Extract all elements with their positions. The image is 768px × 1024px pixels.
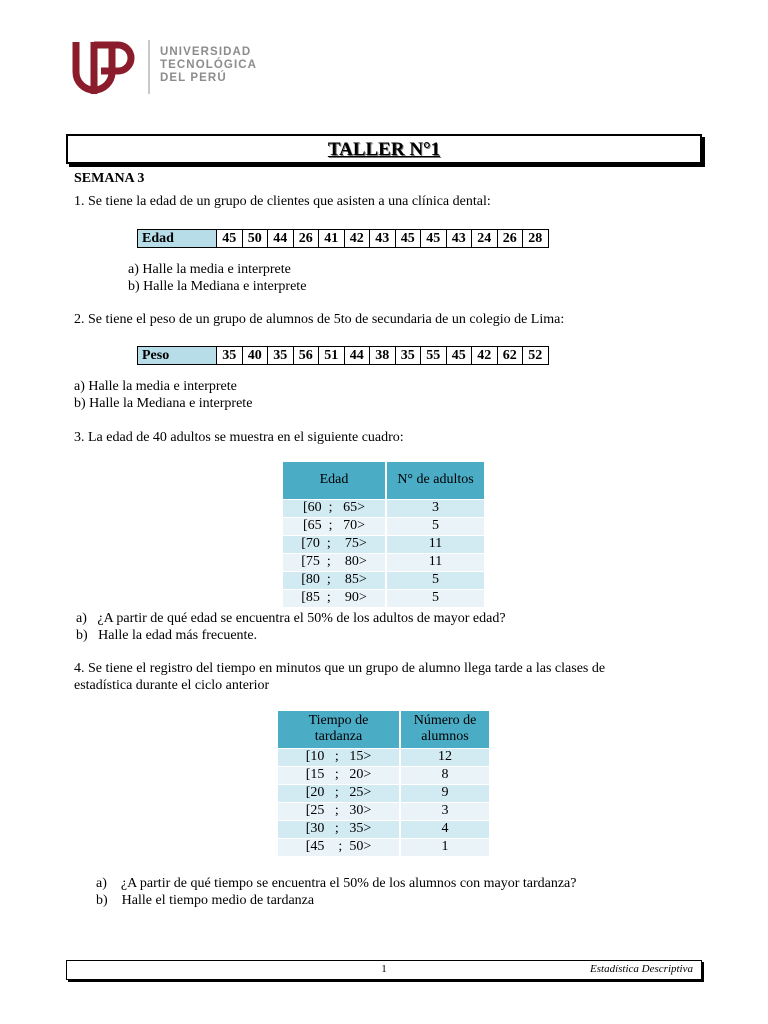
q2-value: 52	[523, 347, 549, 365]
q3-count: 5	[386, 517, 484, 535]
q4-part-a: a) ¿A partir de qué tiempo se encuentra el 50% de los alumnos con mayor tardanza?	[96, 876, 577, 891]
page-title: TALLER N°1	[327, 139, 441, 160]
table-row	[283, 553, 484, 571]
q3-count: 3	[386, 499, 484, 517]
q1-value: 41	[319, 230, 345, 248]
q3-statement: 3. La edad de 40 adultos se muestra en el siguiente cuadro:	[74, 430, 404, 445]
q3-interval: [85 ; 90>	[283, 589, 386, 607]
q3-interval: [65 ; 70>	[283, 517, 386, 535]
q3-header-count: N° de adultos	[386, 462, 484, 499]
q3-interval: [75 ; 80>	[283, 553, 386, 571]
page-footer	[66, 960, 702, 980]
q2-part-b: b) Halle la Mediana e interprete	[74, 396, 253, 411]
q4-header-count-line-1: Número de	[413, 713, 477, 729]
q1-value: 45	[421, 230, 447, 248]
q4-interval: [30 ; 35>	[278, 820, 400, 838]
logo-line-2: TECNOLÓGICA	[160, 59, 258, 71]
q1-value: 26	[293, 230, 319, 248]
q3-count: 5	[386, 589, 484, 607]
q1-value: 44	[268, 230, 294, 248]
q4-count: 12	[400, 748, 489, 766]
q1-part-b: b) Halle la Mediana e interprete	[128, 279, 307, 294]
q3-interval: [80 ; 85>	[283, 571, 386, 589]
q1-value: 24	[472, 230, 498, 248]
table-row	[283, 499, 484, 517]
q2-value: 44	[344, 347, 370, 365]
q2-value: 35	[395, 347, 421, 365]
title-box	[66, 134, 702, 164]
logo-line-3: DEL PERÚ	[160, 72, 227, 84]
logo-line-1: UNIVERSIDAD	[160, 46, 252, 58]
q1-statement: 1. Se tiene la edad de un grupo de clientes que asisten a una clínica dental:	[74, 194, 491, 209]
q1-value: 45	[395, 230, 421, 248]
table-row	[278, 766, 489, 784]
q1-value: 43	[370, 230, 396, 248]
q2-value: 55	[421, 347, 447, 365]
table-row	[283, 571, 484, 589]
q2-statement: 2. Se tiene el peso de un grupo de alumnos de 5to de secundaria de un colegio de Lima:	[74, 312, 565, 327]
q4-count: 9	[400, 784, 489, 802]
q2-data-table	[137, 346, 549, 365]
q1-value: 50	[242, 230, 268, 248]
q1-value: 42	[344, 230, 370, 248]
q3-part-b: b) Halle la edad más frecuente.	[76, 628, 258, 643]
q1-data-table	[137, 229, 549, 248]
logo-wordmark	[160, 46, 257, 85]
table-row	[283, 589, 484, 607]
q2-value: 56	[293, 347, 319, 365]
q3-frequency-table	[283, 462, 484, 608]
logo-divider	[148, 40, 150, 94]
q2-part-a: a) Halle la media e interprete	[74, 379, 237, 394]
q4-header-time	[278, 711, 400, 748]
q3-header-age: Edad	[283, 462, 386, 499]
q4-statement-line-2: estadística durante el ciclo anterior	[74, 678, 270, 693]
q3-count: 11	[386, 535, 484, 553]
q4-part-b: b) Halle el tiempo medio de tardanza	[96, 893, 315, 908]
q3-interval: [60 ; 65>	[283, 499, 386, 517]
q2-value: 45	[446, 347, 472, 365]
q4-header-time-line-1: Tiempo de	[308, 713, 369, 729]
q1-value: 28	[523, 230, 549, 248]
q2-value: 51	[319, 347, 345, 365]
week-label: SEMANA 3	[74, 171, 145, 186]
table-row	[283, 517, 484, 535]
q4-count: 4	[400, 820, 489, 838]
table-row	[278, 784, 489, 802]
page-number: 1	[381, 963, 387, 975]
q2-value: 35	[268, 347, 294, 365]
q4-count: 1	[400, 838, 489, 856]
q3-count: 5	[386, 571, 484, 589]
table-row	[283, 535, 484, 553]
table-row	[278, 802, 489, 820]
table-row	[278, 820, 489, 838]
table-row	[278, 838, 489, 856]
q1-row-label: Edad	[138, 230, 217, 248]
q3-count: 11	[386, 553, 484, 571]
q1-value: 43	[446, 230, 472, 248]
q3-part-a: a) ¿A partir de qué edad se encuentra el 50% de los adultos de mayor edad?	[76, 611, 506, 626]
q4-interval: [10 ; 15>	[278, 748, 400, 766]
q2-row-label: Peso	[138, 347, 217, 365]
q4-interval: [20 ; 25>	[278, 784, 400, 802]
q1-value: 26	[497, 230, 523, 248]
q4-interval: [15 ; 20>	[278, 766, 400, 784]
q2-value: 38	[370, 347, 396, 365]
q1-part-a: a) Halle la media e interprete	[128, 262, 291, 277]
q1-value: 45	[217, 230, 243, 248]
q4-header-time-line-2: tardanza	[314, 729, 363, 745]
q4-header-count-line-2: alumnos	[421, 729, 469, 745]
q2-value: 62	[497, 347, 523, 365]
q3-interval: [70 ; 75>	[283, 535, 386, 553]
q4-statement-line-1: 4. Se tiene el registro del tiempo en minutos que un grupo de alumno llega tarde a las clases de	[74, 661, 606, 676]
q4-header-count	[400, 711, 489, 748]
q2-value: 42	[472, 347, 498, 365]
course-name: Estadística Descriptiva	[590, 963, 693, 975]
q4-interval: [45 ; 50>	[278, 838, 400, 856]
table-row	[278, 748, 489, 766]
q4-count: 8	[400, 766, 489, 784]
q4-frequency-table	[278, 711, 489, 857]
q4-interval: [25 ; 30>	[278, 802, 400, 820]
q2-value: 35	[217, 347, 243, 365]
q4-count: 3	[400, 802, 489, 820]
utp-logo-mark	[68, 38, 140, 96]
q2-value: 40	[242, 347, 268, 365]
